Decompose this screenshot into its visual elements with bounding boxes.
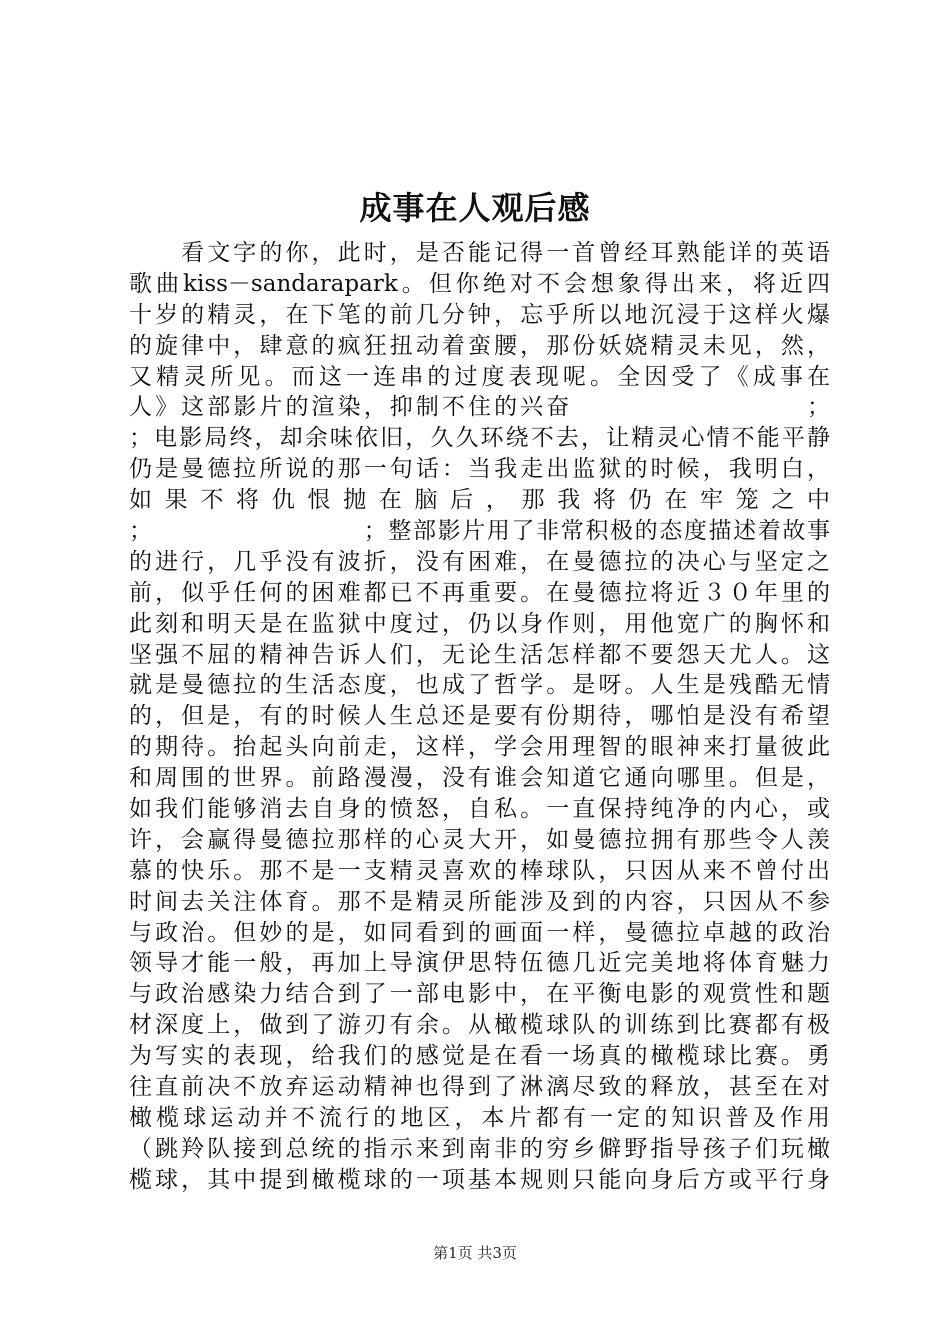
text-line: 的，但是，有的时候人生总还是要有份期待，哪怕是没有希望 <box>129 703 830 730</box>
text-line: 十岁的精灵，在下笔的前几分钟，忘乎所以地沉浸于这样火爆 <box>129 301 830 328</box>
text-line: 和周围的世界。前路漫漫，没有谁会知道它通向哪里。但是， <box>129 765 830 792</box>
text-line: ；电影局终，却余味依旧，久久环绕不去，让精灵心情不能平静 <box>129 425 830 452</box>
text-line: 许，会赢得曼德拉那样的心灵大开，如曼德拉拥有那些令人羡 <box>129 826 830 853</box>
text-line: ； ；整部影片用了非常积极的态度描述着故事 <box>129 518 830 545</box>
text-line: 时间去关注体育。那不是精灵所能涉及到的内容，只因从不参 <box>129 888 830 915</box>
text-line: 与政治感染力结合到了一部电影中，在平衡电影的观赏性和题 <box>129 981 830 1008</box>
text-line: 又精灵所见。而这一连串的过度表现呢。全因受了《成事在 <box>129 363 830 390</box>
text-line: 歌曲kiss－sandarapark。但你绝对不会想象得出来，将近四 <box>129 270 830 297</box>
text-line: 的期待。抬起头向前走，这样，学会用理智的眼神来打量彼此 <box>129 734 830 761</box>
document-title: 成事在人观后感 <box>359 189 591 227</box>
text-line: 橄榄球运动并不流行的地区，本片都有一定的知识普及作用 <box>129 1104 830 1131</box>
text-line: 此刻和明天是在监狱中度过，仍以身作则，用他宽广的胸怀和 <box>129 610 830 637</box>
text-line: 为写实的表现，给我们的感觉是在看一场真的橄榄球比赛。勇 <box>129 1043 830 1070</box>
text-line: 人》这部影片的渲染，抑制不住的兴奋 ； <box>129 394 830 421</box>
text-line: 领导才能一般，再加上导演伊思特伍德几近完美地将体育魅力 <box>129 950 830 977</box>
text-line: 的旋律中，肆意的疯狂扭动着蛮腰，那份妖娆精灵未见，然， <box>129 332 830 359</box>
text-line: 仍是曼德拉所说的那一句话：当我走出监狱的时候，我明白， <box>129 456 830 483</box>
text-line: 榄球，其中提到橄榄球的一项基本规则只能向身后方或平行身 <box>129 1166 830 1193</box>
text-line: 材深度上，做到了游刃有余。从橄榄球队的训练到比赛都有极 <box>129 1012 830 1039</box>
text-line: 往直前决不放弃运动精神也得到了淋漓尽致的释放，甚至在对 <box>129 1074 830 1101</box>
text-line: （跳羚队接到总统的指示来到南非的穷乡僻野指导孩子们玩橄 <box>129 1135 830 1162</box>
text-line: 前，似乎任何的困难都已不再重要。在曼德拉将近３０年里的 <box>129 579 830 606</box>
page-footer: 第1页 共3页 <box>433 1244 517 1262</box>
text-line: 与政治。但妙的是，如同看到的画面一样，曼德拉卓越的政治 <box>129 919 830 946</box>
text-line: 坚强不屈的精神告诉人们，无论生活怎样都不要怨天尤人。这 <box>129 641 830 668</box>
text-line: 如果不将仇恨抛在脑后，那我将仍在牢笼之中 <box>129 487 830 514</box>
text-line: 的进行，几乎没有波折，没有困难，在曼德拉的决心与坚定之 <box>129 548 830 575</box>
text-line: 看文字的你，此时，是否能记得一首曾经耳熟能详的英语 <box>129 240 830 266</box>
text-line: 如我们能够消去自身的愤怒，自私。一直保持纯净的内心，或 <box>129 796 830 823</box>
body-text <box>129 238 830 1196</box>
text-line: 慕的快乐。那不是一支精灵喜欢的棒球队，只因从来不曾付出 <box>129 857 830 884</box>
text-line: 就是曼德拉的生活态度，也成了哲学。是呀。人生是残酷无情 <box>129 672 830 699</box>
